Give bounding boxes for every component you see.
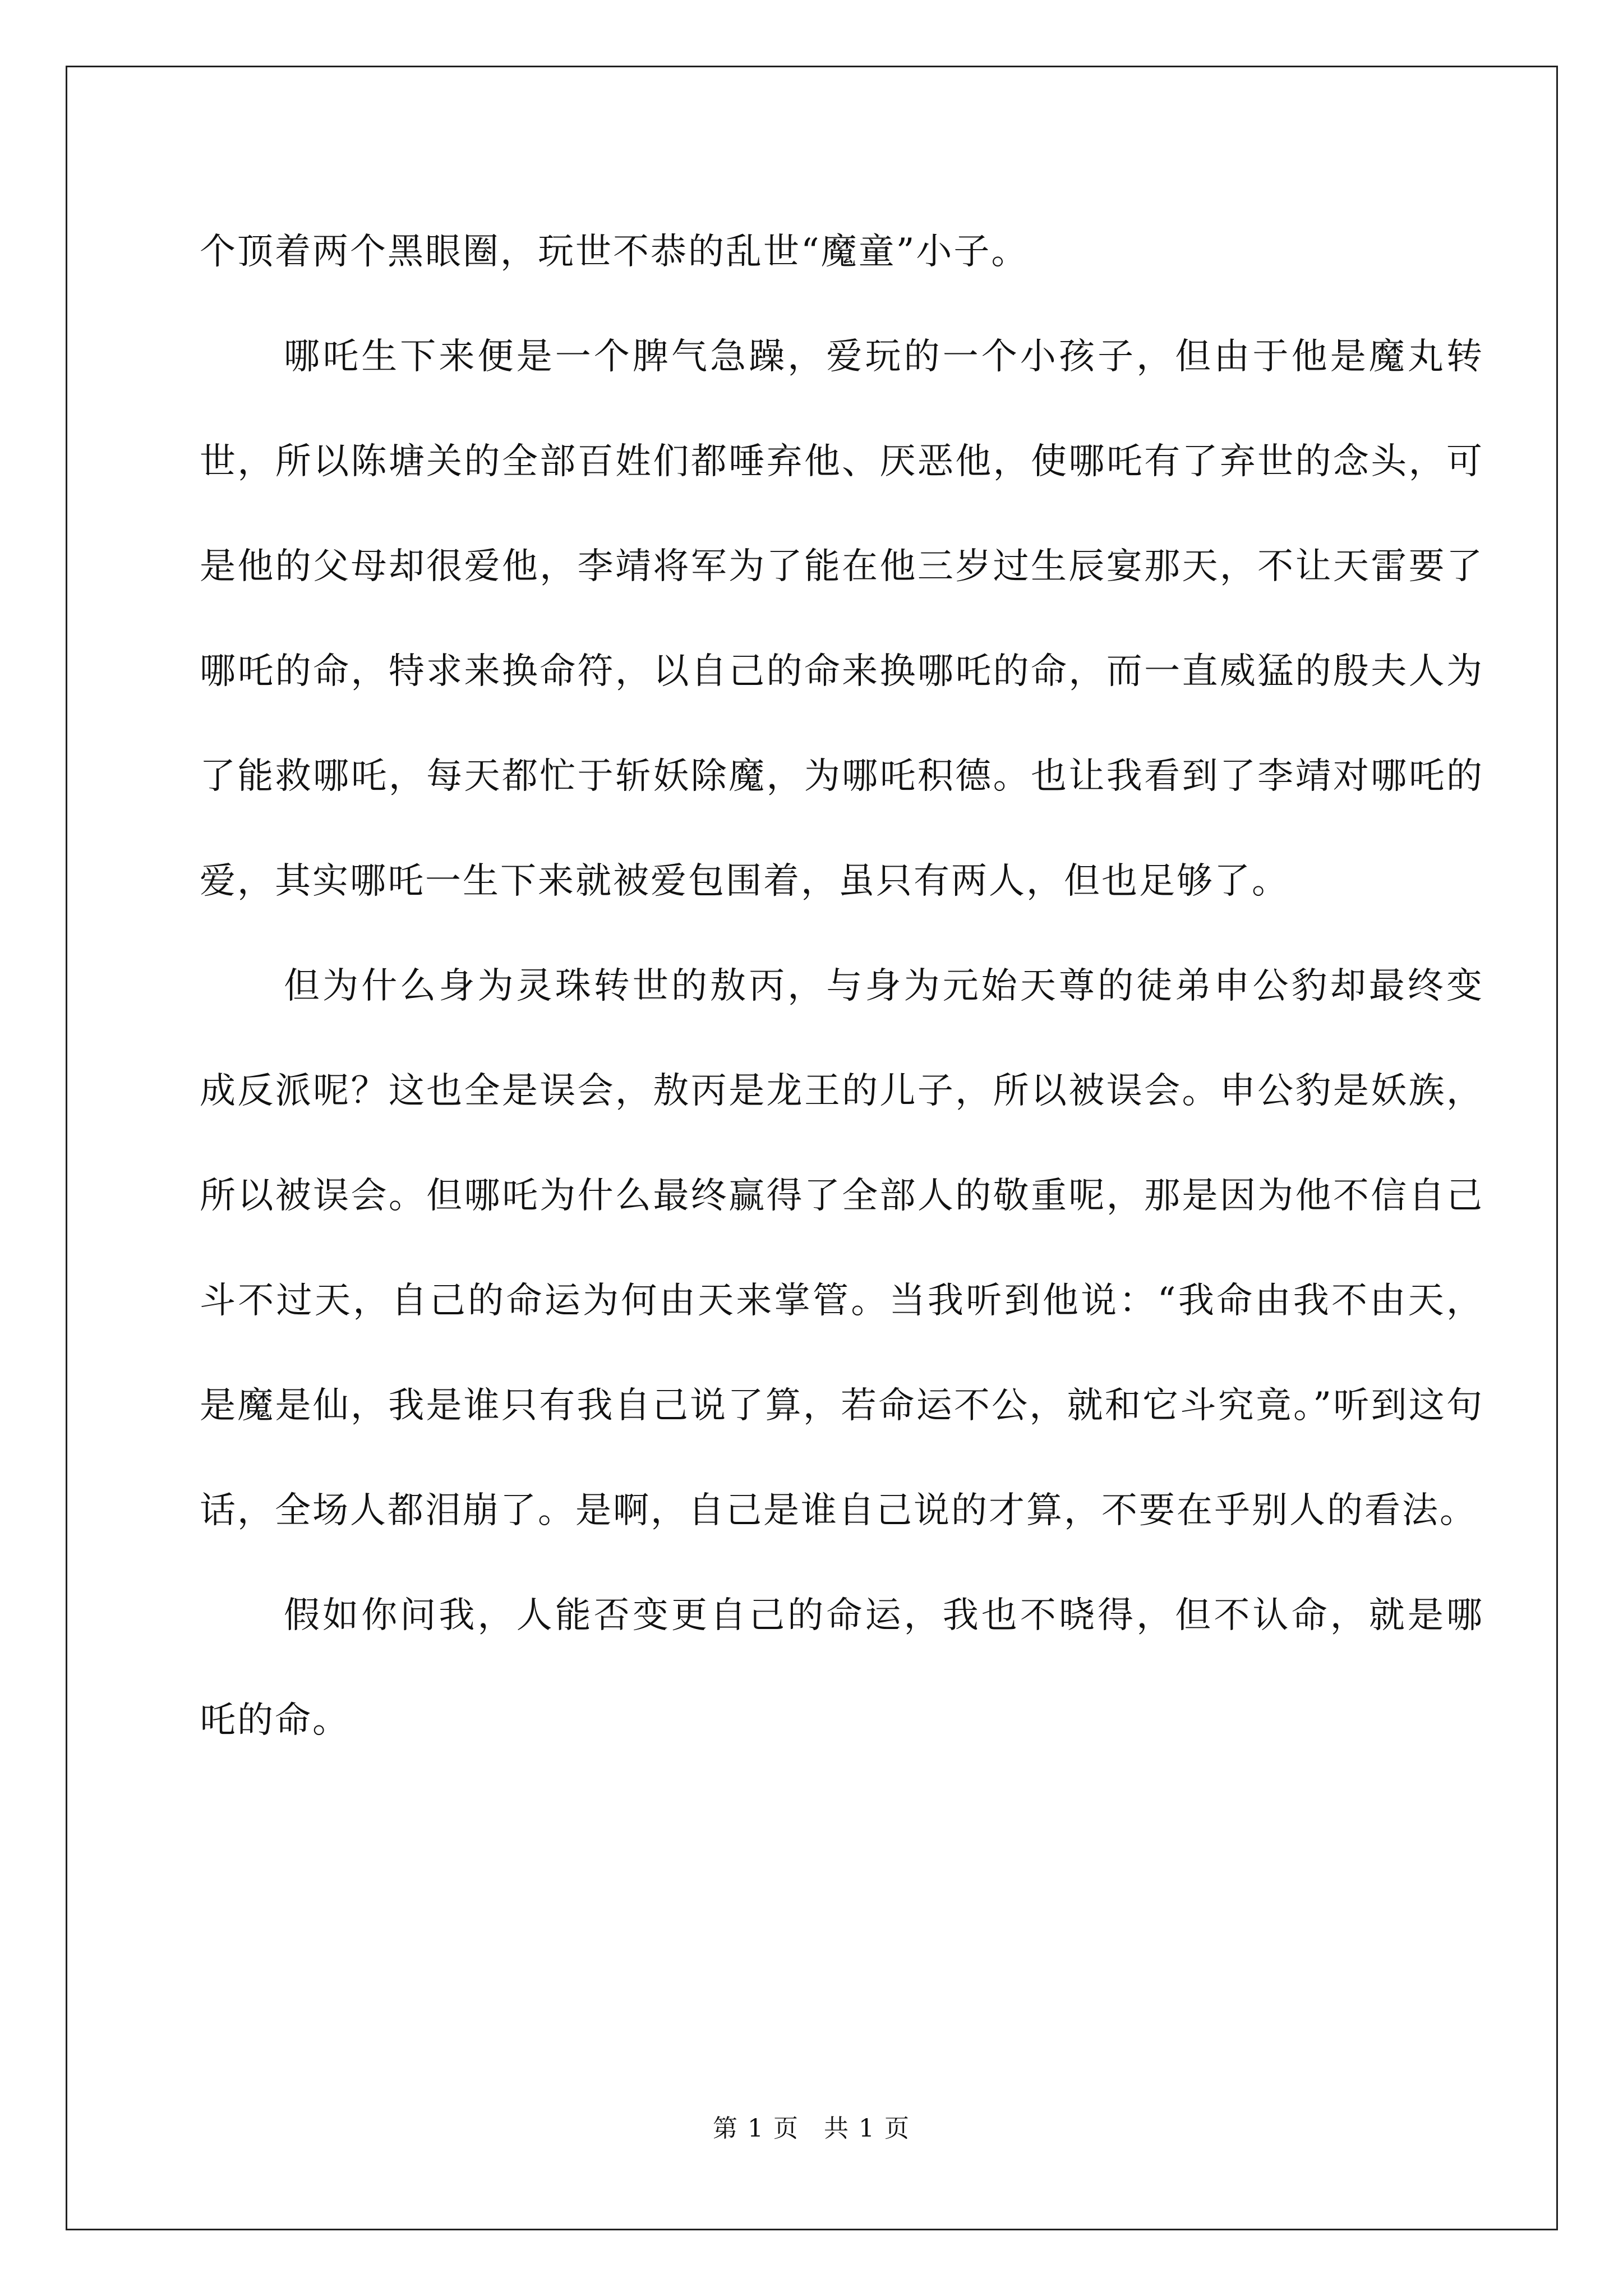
document-body bbox=[200, 200, 1484, 1773]
paragraph: 哪吒生下来便是一个脾气急躁，爱玩的一个小孩子，但由于他是魔丸转世，所以陈塘关的全部百姓们都唾弃他、厌恶他，使哪吒有了弃世的念头，可是他的父母却很爱他，李靖将军为了能在他三岁过生辰宴那天，不让天雷要了哪吒的命，特求来换命符，以自己的命来换哪吒的命，而一直威猛的殷夫人为了能救哪吒，每天都忙于斩妖除魔，为哪吒积德。也让我看到了李靖对哪吒的爱，其实哪吒一生下来就被爱包围着，虽只有两人，但也足够了。 bbox=[200, 336, 1484, 902]
paragraph-continuation: 个顶着两个黑眼圈，玩世不恭的乱世“魔童”小子。 bbox=[200, 231, 1029, 273]
paragraph: 但为什么身为灵珠转世的敖丙，与身为元始天尊的徒弟申公豹却最终变成反派呢？这也全是误会，敖丙是龙王的儿子，所以被误会。申公豹是妖族，所以被误会。但哪吒为什么最终赢得了全部人的敬重呢，那是因为他不信自己斗不过天，自己的命运为何由天来掌管。当我听到他说：“我命由我不由天，是魔是仙，我是谁只有我自己说了算，若命运不公，就和它斗究竟。”听到这句话，全场人都泪崩了。是啊，自己是谁自己说的才算，不要在乎别人的看法。 bbox=[200, 965, 1484, 1531]
paragraph: 假如你问我，人能否变更自己的命运，我也不晓得，但不认命，就是哪吒的命。 bbox=[200, 1595, 1484, 1741]
page-total: 共 1 页 bbox=[824, 2114, 910, 2143]
page-footer bbox=[0, 2112, 1623, 2146]
page-number: 第 1 页 bbox=[713, 2114, 799, 2143]
